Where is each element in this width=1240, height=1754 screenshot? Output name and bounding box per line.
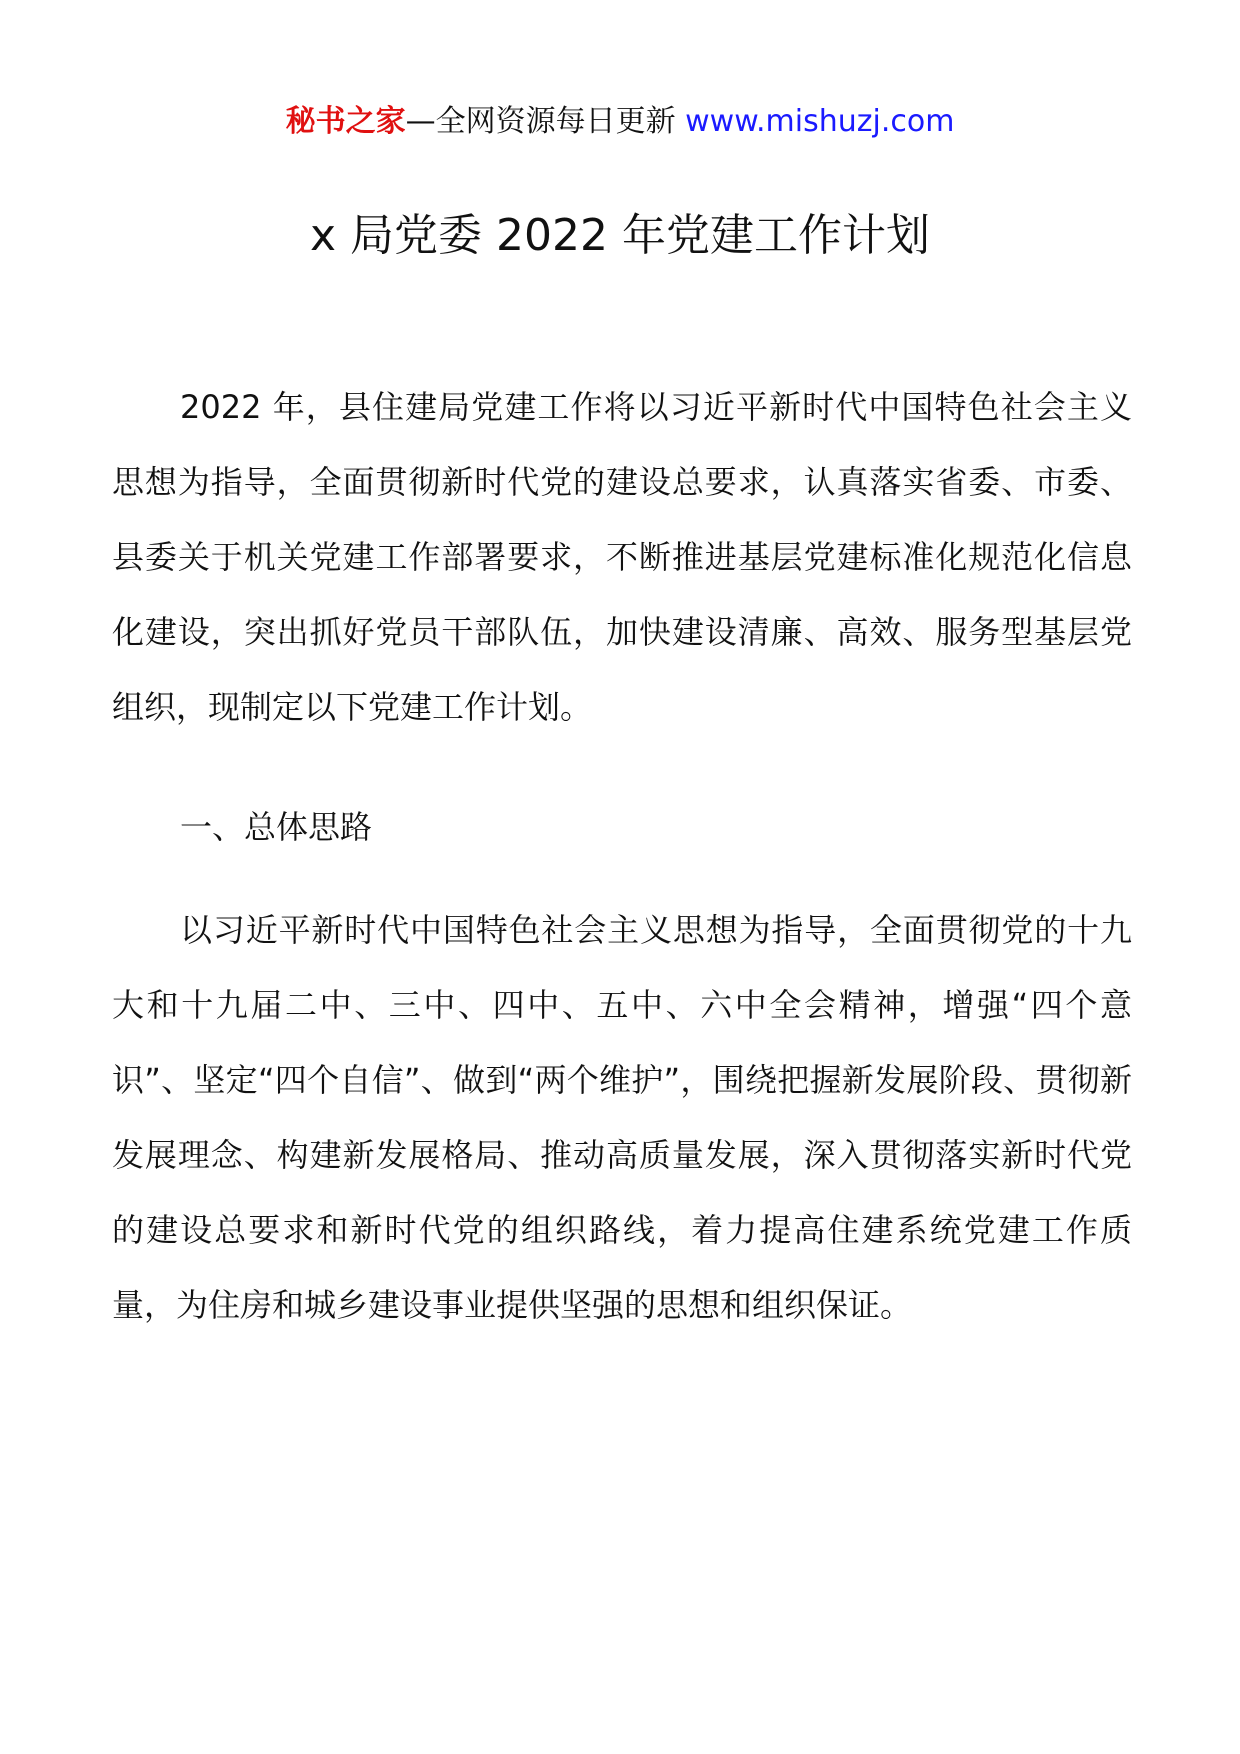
brand-name: 秘书之家 [285, 104, 406, 139]
body-paragraph-overall-approach: 以习近平新时代中国特色社会主义思想为指导，全面贯彻党的十九大和十九届二中、三中、四中、五中、六中全会精神，增强“四个意识”、坚定“四个自信”、做到“两个维护”，围绕把握新发展阶段、贯彻新发展理念、构建新发展格局、推动高质量发展，深入贯彻落实新时代党的建设总要求和新时代党的组织路线，着力提高住建系统党建工作质量，为住房和城乡建设事业提供坚强的思想和组织保证。 [112, 911, 1132, 1324]
site-url-link[interactable]: www.mishuzj.com [685, 104, 955, 139]
site-header [0, 100, 1240, 144]
document-title: x 局党委 2022 年党建工作计划 [310, 210, 930, 261]
body-paragraph-intro: 2022 年，县住建局党建工作将以习近平新时代中国特色社会主义思想为指导，全面贯彻新时代党的建设总要求，认真落实省委、市委、县委关于机关党建工作部署要求，不断推进基层党建标准化规范化信息化建设，突出抓好党员干部队伍，加快建设清廉、高效、服务型基层党组织，现制定以下党建工作计划。 [112, 388, 1132, 726]
header-slogan: —全网资源每日更新 [405, 104, 676, 139]
section-heading-overall-approach: 一、总体思路 [180, 808, 373, 846]
